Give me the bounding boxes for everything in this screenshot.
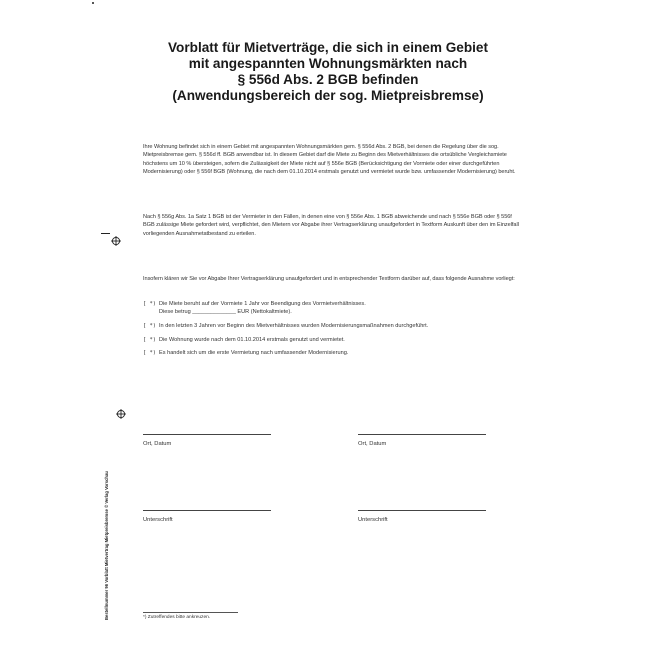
signature-label-right: Unterschrift xyxy=(358,517,388,523)
option-previous-rent[interactable] xyxy=(143,300,523,317)
option-label: Die Wohnung wurde nach dem 01.10.2014 erstmals genutzt und vermietet. xyxy=(159,336,345,343)
stray-dot xyxy=(92,2,94,4)
option-sub-label: Diese betrug ______________ EUR (Nettokaltmiete). xyxy=(159,309,292,316)
option-modernisation[interactable] xyxy=(143,322,523,330)
place-date-label-right: Ort, Datum xyxy=(358,441,387,447)
checkbox-previous-rent[interactable]: [ *) xyxy=(143,301,156,307)
option-first-letting[interactable] xyxy=(143,349,523,357)
signature-label-left: Unterschrift xyxy=(143,517,173,523)
registration-crosshair-icon xyxy=(111,236,121,246)
fold-mark xyxy=(101,233,110,234)
registration-crosshair-icon xyxy=(116,409,126,419)
option-label: Es handelt sich um die erste Vermietung nach umfassender Modernisierung. xyxy=(159,350,349,357)
title-line-2: mit angespannten Wohnungsmärkten nach xyxy=(188,56,468,71)
paragraph-exception: Insofern klären wir Sie vor Abgabe Ihrer Vertragserklärung unaufgefordert und in entsprechender Textform darüber auf, dass folgende Ausnahme vorliegt: xyxy=(143,276,515,282)
paragraph-obligation: Nach § 556g Abs. 1a Satz 1 BGB ist der Vermieter in den Fällen, in denen eine von § 556e Abs. 1 BGB abweichende und nach § 556e BGB oder § 556f BGB zulässige Miete gefordert wird, verpflichtet, den Mietern vor Abgabe ihrer Vertragserklärung unaufgefordert in Textform Auskunft über den im Einzelfall vorliegenden Ausnahmetatbestand zu erteilen. xyxy=(143,214,519,237)
option-label: In den letzten 3 Jahren vor Beginn des Mietverhältnisses wurden Modernisierungsmaßnahmen durchgeführt. xyxy=(159,323,429,329)
checkbox-new-building[interactable]: [ *) xyxy=(143,336,156,343)
side-imprint: Bestellnummer 96 Vorblatt Mietvertrag Mietpreisbremse © Verlag Vorschau xyxy=(104,471,109,620)
signature-line-right[interactable] xyxy=(358,510,486,511)
checkbox-modernisation[interactable]: [ *) xyxy=(143,323,156,329)
option-label: Die Miete beruht auf der Vormiete 1 Jahr vor Beendigung des Vormietverhältnisses. xyxy=(159,301,366,307)
footnote: *) Zutreffendes bitte ankreuzen. xyxy=(143,615,211,620)
option-new-building[interactable] xyxy=(143,336,523,344)
document-title xyxy=(120,40,536,104)
signature-line-left[interactable] xyxy=(143,510,271,511)
place-date-label-left: Ort, Datum xyxy=(143,441,172,447)
exception-options xyxy=(143,300,523,363)
place-date-line-left[interactable] xyxy=(143,434,271,435)
checkbox-first-letting[interactable]: [ *) xyxy=(143,350,156,357)
footnote-rule xyxy=(143,612,238,613)
title-line-4: (Anwendungsbereich der sog. Mietpreisbremse) xyxy=(172,88,484,103)
paragraph-intro: Ihre Wohnung befindet sich in einem Gebiet mit angespannten Wohnungsmärkten gem. § 556d Abs. 2 BGB, bei denen die Regelung über die sog. Mietpreisbremse gem. § 556d ff. BGB anwendbar ist. In diesem Gebiet darf die Miete zu Beginn des Mietverhältnisses die ortsübliche Vergleichsmiete höchstens um 10 % übersteigen, sofern die Zulässigkeit der Miete nicht auf § 556e BGB (Berücksichtigung der Vormiete oder einer durchgeführten Modernisierung) oder § 556f BGB (Wohnung, die nach dem 01.10.2014 erstmals genutzt und vermietet wurde bzw. umfassender Modernisierung) beruht. xyxy=(143,144,516,176)
place-date-line-right[interactable] xyxy=(358,434,486,435)
title-line-3: § 556d Abs. 2 BGB befinden xyxy=(237,72,419,87)
title-line-1: Vorblatt für Mietverträge, die sich in einem Gebiet xyxy=(167,40,489,55)
